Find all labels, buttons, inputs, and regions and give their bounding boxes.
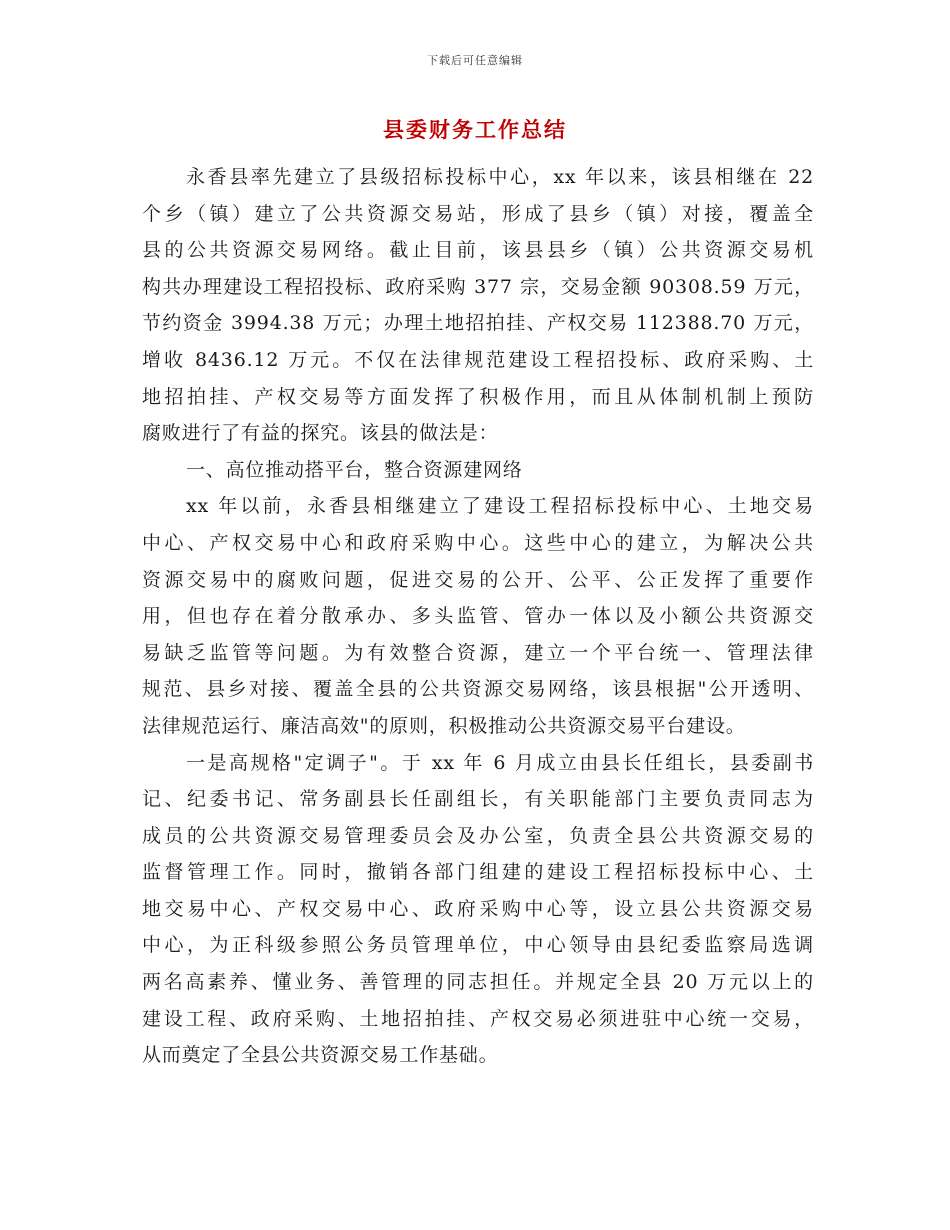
text-line: 个乡（镇）建立了公共资源交易站，形成了县乡（镇）对接，覆盖全	[142, 202, 814, 225]
text-line: 从而奠定了全县公共资源交易工作基础。	[142, 1044, 499, 1067]
text-line: 建设工程、政府采购、土地招拍挂、产权交易必须进驻中心统一交易，	[142, 1007, 814, 1030]
text-line: 永香县率先建立了县级招标投标中心，xx 年以来，该县相继在 22	[186, 166, 814, 188]
text-line: 县的公共资源交易网络。截止目前，该县县乡（镇）公共资源交易机	[142, 239, 814, 262]
text-line: 增收 8436.12 万元。不仅在法律规范建设工程招投标、政府采购、土	[142, 348, 814, 371]
text-line: 成员的公共资源交易管理委员会及办公室，负责全县公共资源交易的	[142, 824, 814, 847]
text-line: 地交易中心、产权交易中心、政府采购中心等，设立县公共资源交易	[142, 897, 814, 920]
text-line: 资源交易中的腐败问题，促进交易的公开、公平、公正发挥了重要作	[142, 568, 814, 591]
text-line: 法律规范运行、廉洁高效"的原则，积极推动公共资源交易平台建设。	[142, 714, 746, 737]
section-heading: 一、高位推动搭平台，整合资源建网络	[186, 458, 523, 481]
text-line: 地招拍挂、产权交易等方面发挥了积极作用，而且从体制机制上预防	[142, 385, 814, 408]
text-line: 一是高规格"定调子"。于 xx 年 6 月成立由县长任组长，县委副书	[186, 751, 814, 774]
text-line: 监督管理工作。同时，撤销各部门组建的建设工程招标投标中心、土	[142, 861, 814, 884]
document-body	[142, 159, 814, 1074]
text-line: 规范、县乡对接、覆盖全县的公共资源交易网络，该县根据"公开透明、	[142, 678, 814, 701]
text-line: 节约资金 3994.38 万元；办理土地招拍挂、产权交易 112388.70 万元，	[142, 312, 814, 335]
text-line: 中心，为正科级参照公务员管理单位，中心领导由县纪委监察局选调	[142, 934, 814, 957]
text-line: 两名高素养、懂业务、善管理的同志担任。并规定全县 20 万元以上的	[142, 971, 814, 994]
text-line: 易缺乏监管等问题。为有效整合资源，建立一个平台统一、管理法律	[142, 641, 814, 664]
text-line: 构共办理建设工程招投标、政府采购 377 宗，交易金额 90308.59 万元，	[142, 275, 814, 298]
text-line: 腐败进行了有益的探究。该县的做法是：	[142, 422, 499, 445]
text-line: 记、纪委书记、常务副县长任副组长，有关职能部门主要负责同志为	[142, 788, 814, 811]
text-line: xx 年以前，永香县相继建立了建设工程招标投标中心、土地交易	[186, 495, 814, 518]
text-line: 用，但也存在着分散承办、多头监管、管办一体以及小额公共资源交	[142, 605, 814, 628]
document-title: 县委财务工作总结	[383, 118, 567, 142]
header-note: 下载后可任意编辑	[427, 54, 523, 67]
text-line: 中心、产权交易中心和政府采购中心。这些中心的建立，为解决公共	[142, 531, 814, 554]
